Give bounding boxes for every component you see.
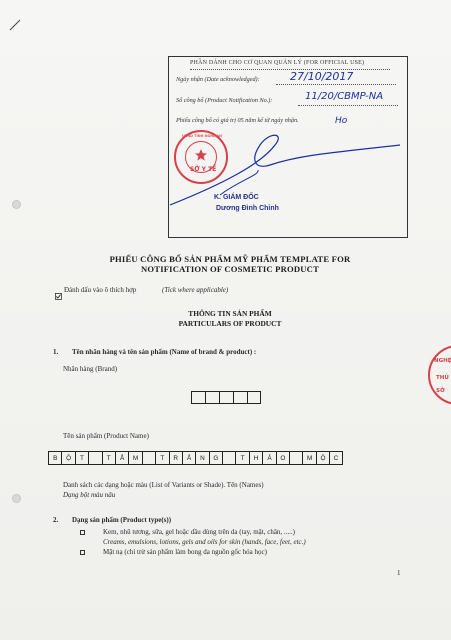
form-title-en: NOTIFICATION OF COSMETIC PRODUCT xyxy=(140,264,320,274)
product-name-char-cell: B xyxy=(48,451,61,465)
option-2-vi: Mặt nạ (chỉ trừ sản phẩm làm bong da nguồn gốc hóa học) xyxy=(103,548,267,556)
pen-mark-icon xyxy=(8,18,22,32)
section-title-vi: THÔNG TIN SẢN PHẨM xyxy=(188,309,272,318)
item-2-label: Dạng sản phẩm (Product type(s)) xyxy=(72,516,172,524)
edge-stamp-text: NGHỆ xyxy=(434,358,451,364)
official-header: PHẦN DÀNH CHO CƠ QUAN QUẢN LÝ (FOR OFFICIAL USE) xyxy=(190,60,365,66)
stamp-label: SỞ Y TẾ xyxy=(190,166,217,173)
char-box xyxy=(233,391,247,404)
item-2-number: 2. xyxy=(53,516,59,524)
date-label: Ngày nhận (Date acknowledged): xyxy=(176,76,260,83)
product-name-char-cell: Ắ xyxy=(115,451,128,465)
char-box xyxy=(219,391,233,404)
product-name-char-cell xyxy=(289,451,302,465)
product-name-char-cell: H xyxy=(249,451,262,465)
product-name-char-cell: O xyxy=(276,451,289,465)
variants-value: Dạng bột màu nâu xyxy=(63,491,116,499)
section-title-en: PARTICULARS OF PRODUCT xyxy=(178,319,282,328)
form-title-vi: PHIẾU CÔNG BỐ SẢN PHẨM MỸ PHẨM TEMPLATE FOR xyxy=(109,254,351,264)
brand-label: Nhãn hàng (Brand) xyxy=(63,365,118,373)
page-number: 1 xyxy=(397,569,401,577)
item-1-label: Tên nhãn hàng và tên sản phẩm (Name of brand & product) : xyxy=(72,348,257,356)
stamp-ring-text: UBND TỈNH NGHỆ AN xyxy=(182,134,223,138)
tick-note: Đánh dấu vào ô thích hợp xyxy=(64,286,137,294)
checked-box-icon xyxy=(55,287,60,292)
product-name-char-cell: Ộ xyxy=(316,451,329,465)
punch-hole xyxy=(12,200,21,209)
brand-char-boxes xyxy=(191,391,261,404)
signature-scrawl xyxy=(160,125,410,215)
char-box xyxy=(205,391,219,404)
product-name-char-boxes xyxy=(48,451,343,465)
number-label: Số công bố (Product Notification No.): xyxy=(176,97,273,104)
product-name-char-cell: Ộ xyxy=(61,451,74,465)
punch-hole xyxy=(12,494,21,503)
option-checkbox[interactable] xyxy=(80,530,85,535)
product-name-char-cell: T xyxy=(102,451,115,465)
product-name-char-cell xyxy=(222,451,235,465)
product-name-char-cell: G xyxy=(209,451,222,465)
product-name-char-cell: Ắ xyxy=(182,451,195,465)
product-name-char-cell: Ả xyxy=(262,451,275,465)
validity-note: Phiếu công bố có giá trị 05 năm kể từ ngày nhận. xyxy=(176,117,299,124)
product-name-char-cell: M xyxy=(302,451,315,465)
product-name-char-cell xyxy=(88,451,101,465)
divider xyxy=(276,84,396,85)
date-value: 27/10/2017 xyxy=(290,70,354,83)
divider xyxy=(298,105,398,106)
product-name-char-cell: C xyxy=(329,451,342,465)
option-checkbox[interactable] xyxy=(80,550,85,555)
variants-label: Danh sách các dạng hoặc màu (List of Variants or Shade). Tên (Names) xyxy=(63,481,264,489)
product-name-char-cell: M xyxy=(128,451,141,465)
item-1-number: 1. xyxy=(53,348,59,356)
product-name-char-cell: T xyxy=(155,451,168,465)
char-box xyxy=(191,391,205,404)
edge-stamp-text: SỞ xyxy=(436,388,445,394)
option-1-vi: Kem, nhũ tương, sữa, gel hoặc dầu dùng trên da (tay, mặt, chân, .....) xyxy=(103,528,296,536)
signer-name: Dương Đình Chỉnh xyxy=(216,205,279,212)
signer-title: K. GIÁM ĐỐC xyxy=(214,194,259,201)
edge-stamp-text: THỦ xyxy=(436,375,449,381)
number-value: 11/20/CBMP-NA xyxy=(305,91,384,102)
product-name-char-cell xyxy=(142,451,155,465)
char-box xyxy=(247,391,261,404)
product-name-char-cell: T xyxy=(75,451,88,465)
option-1-en: Creams, emulsions, lotions, gels and oils for skin (hands, face, feet, etc.) xyxy=(103,538,306,546)
product-name-char-cell: N xyxy=(195,451,208,465)
tick-note-en: (Tick where applicable) xyxy=(162,286,229,294)
product-name-label: Tên sản phẩm (Product Name) xyxy=(63,432,149,440)
signature-initials: Ho xyxy=(335,116,348,126)
product-name-char-cell: R xyxy=(169,451,182,465)
product-name-char-cell: T xyxy=(235,451,248,465)
